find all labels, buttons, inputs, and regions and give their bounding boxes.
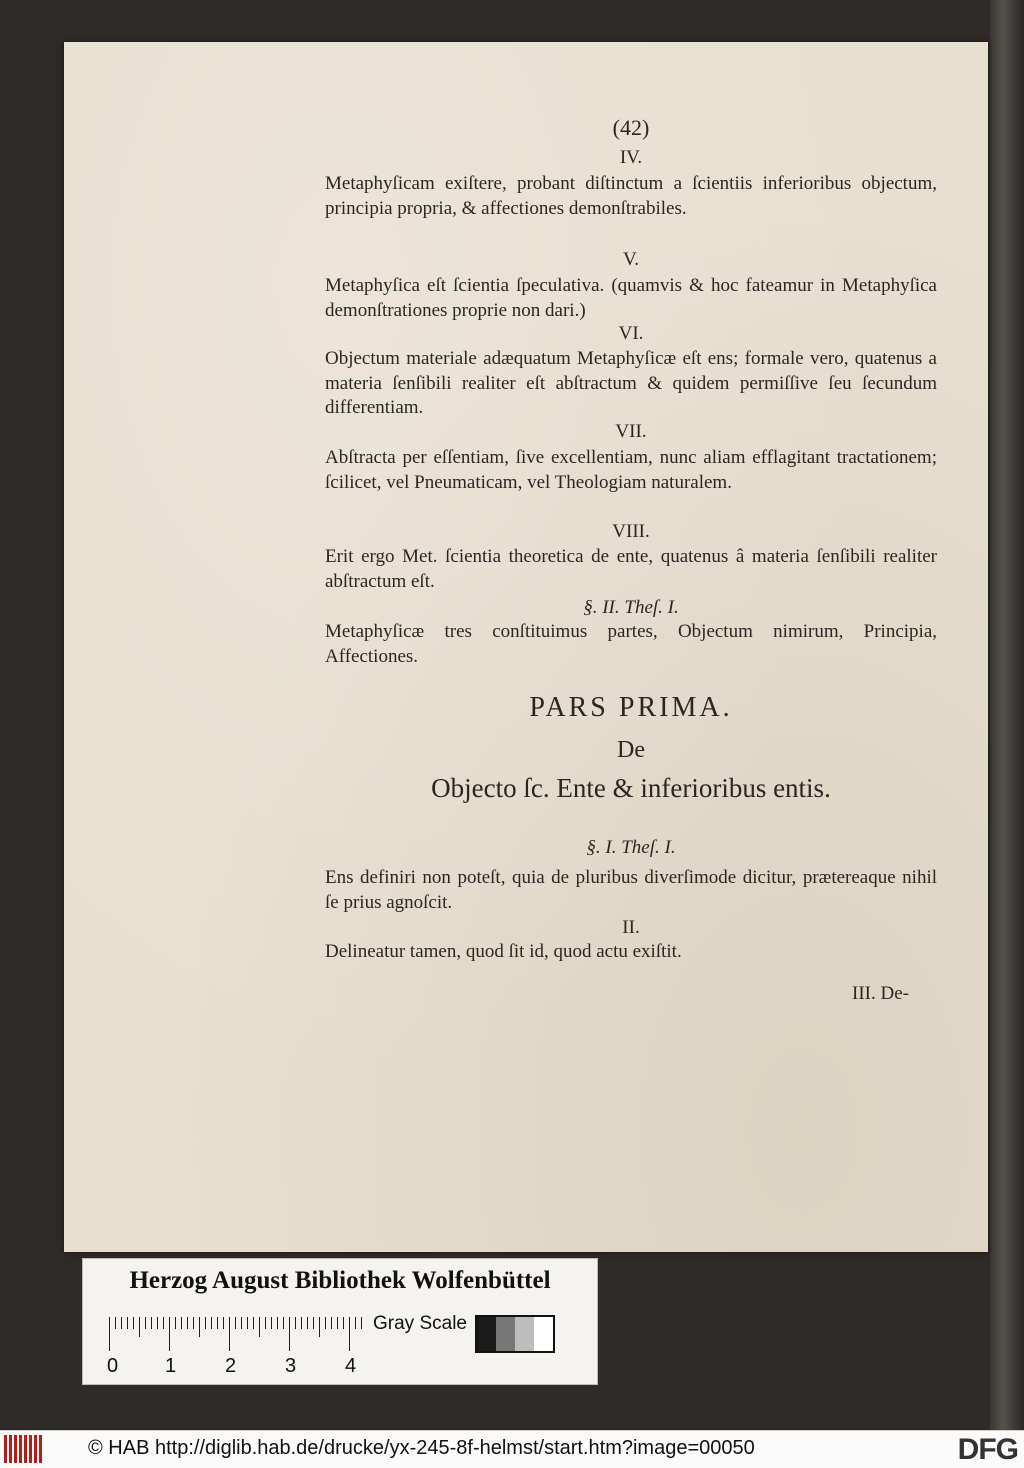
section-i-text: Ens definiri non poteſt, quia de pluribus diverſimode dicitur, prætereaque nihil ſe prius agnoſcit. <box>325 867 937 913</box>
gray-swatch <box>496 1317 515 1351</box>
gray-swatch <box>534 1317 553 1351</box>
ruler-tick <box>337 1317 338 1329</box>
ruler-tick <box>199 1317 200 1337</box>
ruler-tick <box>205 1317 206 1329</box>
ruler-tick <box>307 1317 308 1329</box>
ruler-number-3: 3 <box>285 1355 297 1377</box>
ruler-tick <box>271 1317 272 1329</box>
ruler-tick <box>223 1317 224 1329</box>
ruler-tick <box>175 1317 176 1329</box>
ruler-tick <box>289 1317 290 1351</box>
thesis-iv-text: Metaphyſicam exiſtere, probant diſtinctum a ſcientiis inferioribus objectum, principia propria, & affectiones demonſtrabiles. <box>325 173 937 219</box>
ruler-tick <box>109 1317 110 1351</box>
thesis-vii-label: VII. <box>615 421 647 442</box>
hab-logo-icon <box>4 1435 48 1463</box>
ruler-tick <box>325 1317 326 1329</box>
ruler-tick <box>277 1317 278 1329</box>
thesis-vi-label: VI. <box>618 323 644 344</box>
ruler-tick <box>181 1317 182 1329</box>
pars-prima-heading: PARS PRIMA. <box>529 692 733 723</box>
ruler-tick <box>145 1317 146 1329</box>
catchword: III. De- <box>852 983 909 1004</box>
measurement-ruler <box>107 1317 365 1377</box>
section-i-label: §. I. Theſ. I. <box>586 837 676 858</box>
ruler-tick <box>121 1317 122 1329</box>
ruler-number-4: 4 <box>345 1355 357 1377</box>
ruler-tick <box>115 1317 116 1329</box>
ruler-number-2: 2 <box>225 1355 237 1377</box>
thesis-ii-label: II. <box>622 917 640 938</box>
ruler-tick <box>253 1317 254 1329</box>
thesis-vii-text: Abſtracta per eſſentiam, ſive excellentiam, nunc aliam efflagitant tractationem; ſcilicet, vel Pneumaticam, vel Theologiam naturalem. <box>325 447 937 493</box>
ruler-tick <box>265 1317 266 1329</box>
ruler-tick <box>313 1317 314 1329</box>
color-calibration-bar <box>82 1258 598 1385</box>
ruler-tick <box>187 1317 188 1329</box>
ruler-tick <box>157 1317 158 1329</box>
page-number: (42) <box>612 115 650 140</box>
ruler-tick <box>349 1317 350 1351</box>
thesis-iv-label: IV. <box>619 147 643 168</box>
ruler-number-1: 1 <box>165 1355 177 1377</box>
ruler-tick <box>343 1317 344 1329</box>
thesis-viii-label: VIII. <box>612 521 650 542</box>
ruler-tick <box>319 1317 320 1337</box>
ruler-tick <box>295 1317 296 1329</box>
viewer-footer <box>0 1430 1024 1468</box>
section-ii-text: Metaphyſicæ tres conſtituimus partes, Objectum nimirum, Principia, Affectiones. <box>325 621 937 667</box>
ruler-tick <box>229 1317 230 1351</box>
thesis-viii-text: Erit ergo Met. ſcientia theoretica de ente, quatenus â materia ſenſibili realiter abſtractum eſt. <box>325 546 937 592</box>
ruler-number-0: 0 <box>107 1355 119 1377</box>
ruler-tick <box>301 1317 302 1329</box>
gray-swatch <box>477 1317 496 1351</box>
thesis-v-label: V. <box>622 249 640 270</box>
ruler-tick <box>139 1317 140 1337</box>
gray-scale-label: Gray Scale <box>373 1313 467 1334</box>
ruler-tick <box>193 1317 194 1329</box>
ruler-tick <box>151 1317 152 1329</box>
ruler-tick <box>133 1317 134 1329</box>
section-ii-label: §. II. Theſ. I. <box>583 597 679 618</box>
ruler-tick <box>259 1317 260 1337</box>
ruler-tick <box>355 1317 356 1329</box>
ruler-tick <box>127 1317 128 1329</box>
ruler-tick <box>247 1317 248 1329</box>
ruler-tick <box>163 1317 164 1329</box>
copyright-link[interactable]: © HAB http://diglib.hab.de/drucke/yx-245-8f-helmst/start.htm?image=00050 <box>88 1437 755 1459</box>
dfg-logo: DFG <box>957 1433 1018 1466</box>
thesis-ii-text: Delineatur tamen, quod ſit id, quod actu exiſtit. <box>325 941 682 962</box>
ruler-tick <box>241 1317 242 1329</box>
ruler-tick <box>211 1317 212 1329</box>
ruler-tick <box>217 1317 218 1329</box>
library-name: Herzog August Bibliothek Wolfenbüttel <box>129 1267 551 1294</box>
thesis-vi-text: Objectum materiale adæquatum Metaphyſicæ eſt ens; formale vero, quatenus a materia ſenſibili realiter eſt abſtractum & quidem permiſſive ſeu ſecundum differentiam. <box>325 348 937 418</box>
gray-scale-swatches <box>475 1315 555 1353</box>
ruler-tick <box>235 1317 236 1329</box>
ruler-tick <box>331 1317 332 1329</box>
gray-swatch <box>515 1317 534 1351</box>
objecto-heading: Objecto ſc. Ente & inferioribus entis. <box>431 773 831 803</box>
ruler-tick <box>283 1317 284 1329</box>
ruler-tick <box>169 1317 170 1351</box>
thesis-v-text: Metaphyſica eſt ſcientia ſpeculativa. (quamvis & hoc fateamur in Metaphyſica demonſtrationes proprie non dari.) <box>325 275 937 321</box>
ruler-tick <box>361 1317 362 1329</box>
de-heading: De <box>617 737 645 763</box>
